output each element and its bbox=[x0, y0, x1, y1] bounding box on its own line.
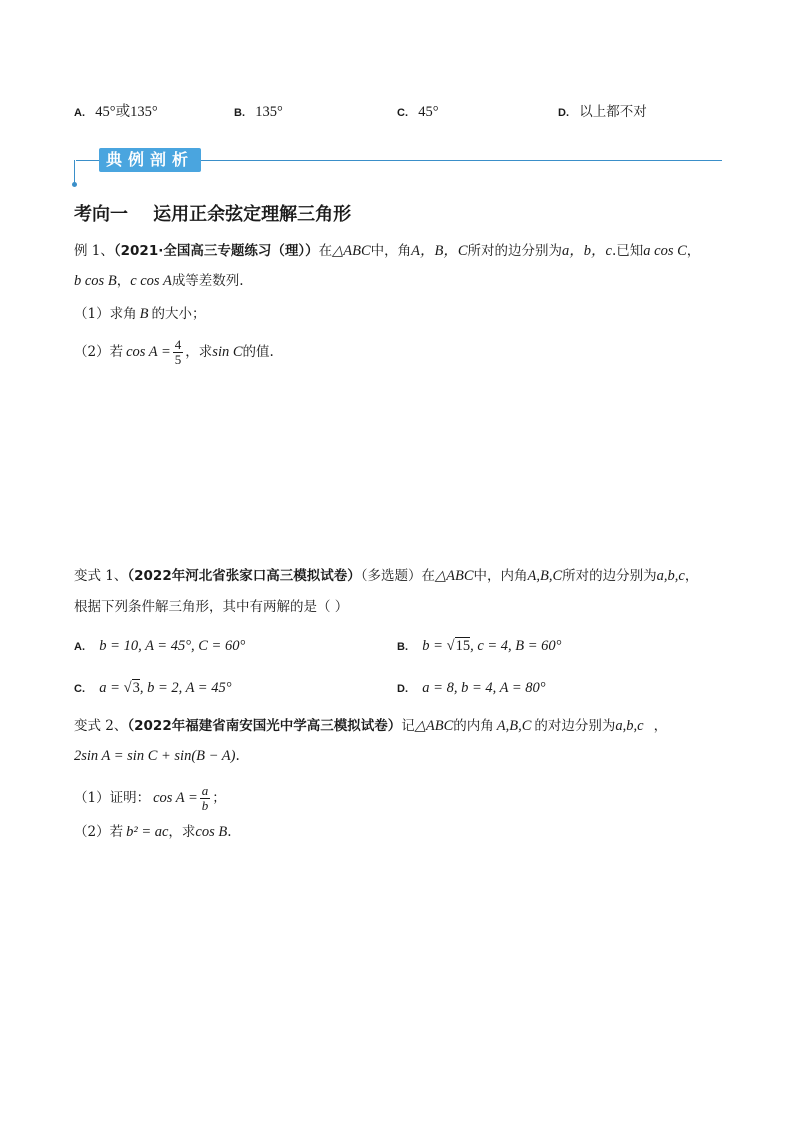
variant2-q2-expr: b² = ac bbox=[126, 824, 169, 840]
fraction-numerator: 4 bbox=[174, 337, 182, 352]
example1-q2-mid: ，求 bbox=[185, 344, 213, 360]
variant2-text: . bbox=[235, 748, 240, 764]
example1-angles: A，B，C bbox=[411, 243, 468, 259]
variant2-text: ， bbox=[653, 718, 668, 734]
variant1-option-a bbox=[74, 636, 245, 657]
example1-q2-lhs: cos A = bbox=[126, 344, 171, 360]
fraction-numerator: a bbox=[201, 783, 209, 798]
sqrt-sign: √ bbox=[446, 638, 455, 654]
variant1-option-b-radicand: 15 bbox=[455, 638, 471, 654]
example1-line2 bbox=[74, 271, 244, 291]
example1-text: 在 bbox=[318, 243, 333, 259]
variant1-option-b bbox=[397, 636, 561, 657]
example1-label: 例 1、 bbox=[74, 243, 114, 259]
fraction-denominator: b bbox=[201, 798, 209, 813]
example1-term1: a cos C bbox=[643, 243, 687, 259]
variant1-option-d-letter: D. bbox=[397, 683, 408, 695]
variant1-option-b-post: , c = 4, B = 60° bbox=[470, 638, 562, 654]
example1-q2-end: 的值. bbox=[242, 344, 274, 360]
variant1-tag: （多选题） bbox=[360, 568, 422, 584]
variant2-text: 记 bbox=[401, 718, 415, 734]
variant1-option-c-letter: C. bbox=[74, 683, 85, 695]
variant2-sides: a,b,c bbox=[615, 718, 644, 734]
variant1-option-a-text: b = 10, A = 45°, C = 60° bbox=[99, 638, 246, 654]
variant2-q1-end: ； bbox=[212, 790, 226, 806]
variant1-line1 bbox=[74, 566, 698, 586]
variant2-text: 的对边分别为 bbox=[534, 718, 616, 734]
option-d-text: 以上都不对 bbox=[579, 104, 647, 120]
variant1-text: 所对的边分别为 bbox=[562, 568, 657, 584]
variant2-q1-lhs: cos A = bbox=[153, 790, 198, 806]
section-title: 考向一 运用正余弦定理解三角形 bbox=[74, 204, 352, 225]
example1-text: .已知 bbox=[611, 243, 644, 259]
banner-rule-vertical bbox=[74, 160, 75, 184]
variant1-option-b-pre: b = bbox=[422, 638, 447, 654]
variant1-option-c-pre: a = bbox=[99, 680, 124, 696]
option-c-letter: C. bbox=[397, 107, 408, 119]
variant2-q1 bbox=[74, 784, 226, 813]
option-d-letter: D. bbox=[558, 107, 569, 119]
variant2-q2-target: cos B bbox=[195, 824, 228, 840]
variant1-source: （2022年河北省张家口高三模拟试卷） bbox=[127, 568, 361, 584]
variant2-equation: 2sin A = sin C + sin(B − A) bbox=[74, 748, 236, 764]
variant1-option-c-radicand: 3 bbox=[132, 680, 140, 696]
variant1-option-d-text: a = 8, b = 4, A = 80° bbox=[422, 680, 546, 696]
variant1-option-c-post: , b = 2, A = 45° bbox=[139, 680, 232, 696]
banner-dot bbox=[72, 182, 77, 187]
example1-q2 bbox=[74, 338, 274, 367]
option-b-text: 135° bbox=[255, 104, 283, 120]
variant2-q2-num: （2） bbox=[74, 824, 110, 840]
variant1-option-d bbox=[397, 678, 546, 699]
example1-comma: ， bbox=[686, 243, 701, 259]
option-c bbox=[397, 102, 439, 123]
variant2-label: 变式 2、 bbox=[74, 718, 128, 734]
example1-sides: a，b，c bbox=[562, 243, 612, 259]
option-b-letter: B. bbox=[234, 107, 245, 119]
variant2-q2-pre: 若 bbox=[109, 824, 124, 840]
variant1-option-c bbox=[74, 678, 232, 699]
example1-term2: b cos B bbox=[74, 273, 117, 289]
variant1-text: 中，内角 bbox=[473, 568, 528, 584]
variant2-q1-text: 证明： bbox=[109, 790, 151, 806]
variant1-option-b-letter: B. bbox=[397, 641, 408, 653]
variant2-q2-mid: ，求 bbox=[168, 824, 196, 840]
option-c-text: 45° bbox=[418, 104, 439, 120]
variant1-line2: 根据下列条件解三角形，其中有两解的是（ ） bbox=[74, 599, 349, 615]
option-a-letter: A. bbox=[74, 107, 85, 119]
variant2-q2-end: . bbox=[227, 824, 232, 840]
variant1-triangle: △ABC bbox=[434, 568, 474, 584]
example1-source: （2021·全国高三专题练习（理）） bbox=[113, 243, 319, 259]
example1-q2-pre: 若 bbox=[109, 344, 124, 360]
example1-q1 bbox=[74, 304, 205, 324]
example1-q1-end: 的大小； bbox=[151, 306, 206, 322]
fraction-denominator: 5 bbox=[174, 352, 182, 367]
example1-term3: c cos A bbox=[130, 273, 172, 289]
example1-q2-expr: sin C bbox=[212, 344, 243, 360]
variant1-label: 变式 1、 bbox=[74, 568, 128, 584]
variant1-text: ， bbox=[684, 568, 699, 584]
example1-text: 成等差数列. bbox=[171, 273, 244, 289]
variant2-triangle: △ABC bbox=[414, 718, 454, 734]
variant2-source: （2022年福建省南安国光中学高三模拟试卷） bbox=[127, 718, 402, 734]
example1-text: 所对的边分别为 bbox=[467, 243, 563, 259]
variant2-line1 bbox=[74, 716, 667, 736]
example1-q1-var: B bbox=[139, 306, 149, 322]
sqrt-sign: √ bbox=[123, 680, 132, 696]
option-b bbox=[234, 102, 283, 123]
example1-q2-fraction bbox=[173, 338, 184, 367]
example1-q2-num: （2） bbox=[74, 344, 110, 360]
variant1-sides: a,b,c bbox=[656, 568, 685, 584]
option-a bbox=[74, 102, 158, 123]
example1-q1-num: （1） bbox=[74, 306, 110, 322]
example1-triangle: △ABC bbox=[332, 243, 371, 259]
example1-text: 中，角 bbox=[370, 243, 412, 259]
example1-comma: ， bbox=[116, 273, 131, 289]
variant2-q1-num: （1） bbox=[74, 790, 110, 806]
option-d bbox=[558, 102, 647, 123]
variant2-q1-fraction bbox=[200, 784, 211, 813]
example1-q1-text: 求角 bbox=[109, 306, 137, 322]
variant1-option-a-letter: A. bbox=[74, 641, 85, 653]
variant2-angles: A,B,C bbox=[496, 718, 532, 734]
variant2-line2 bbox=[74, 746, 240, 766]
variant2-text: 的内角 bbox=[453, 718, 494, 734]
example1-line1 bbox=[74, 241, 700, 261]
banner-title: 典例剖析 bbox=[105, 150, 194, 169]
variant1-angles: A,B,C bbox=[527, 568, 563, 584]
variant1-text: 在 bbox=[421, 568, 435, 584]
option-a-text: 45°或135° bbox=[95, 104, 158, 120]
variant2-q2 bbox=[74, 822, 232, 842]
